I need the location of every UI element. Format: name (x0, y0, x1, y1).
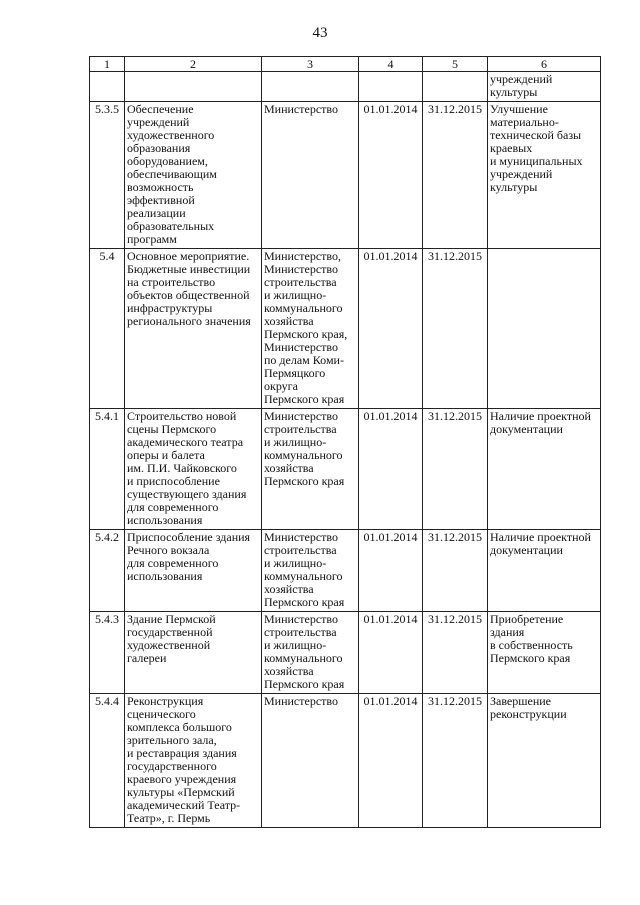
activity-name-cell (125, 72, 262, 102)
activity-name-cell: Приспособление здания Речного вокзала для современного использования (125, 530, 262, 612)
executor-cell: Министерство (262, 694, 359, 828)
end-date-cell: 31.12.2015 (423, 409, 488, 530)
table-row (90, 612, 601, 694)
table-row (90, 72, 601, 102)
result-cell: Завершение реконструкции (488, 694, 601, 828)
row-number-cell: 5.4.1 (90, 409, 125, 530)
end-date-cell: 31.12.2015 (423, 530, 488, 612)
row-number-cell (90, 72, 125, 102)
executor-cell (262, 72, 359, 102)
column-header-1: 1 (90, 57, 125, 72)
page-number: 43 (312, 25, 328, 41)
start-date-cell: 01.01.2014 (359, 102, 423, 249)
result-cell: Наличие проектной документации (488, 409, 601, 530)
end-date-cell: 31.12.2015 (423, 249, 488, 409)
executor-cell: Министерство строительства и жилищно- коммунального хозяйства Пермского края (262, 530, 359, 612)
row-number-cell: 5.4.3 (90, 612, 125, 694)
activity-name-cell: Реконструкция сценического комплекса большого зрительного зала, и реставрация здания государственного краевого учреждения культуры «Пермский академический Театр- Театр», г. Пермь (125, 694, 262, 828)
row-number-cell: 5.4.4 (90, 694, 125, 828)
executor-cell: Министерство строительства и жилищно- коммунального хозяйства Пермского края (262, 612, 359, 694)
row-number-cell: 5.3.5 (90, 102, 125, 249)
table-row (90, 694, 601, 828)
row-number-cell: 5.4 (90, 249, 125, 409)
table-row (90, 409, 601, 530)
executor-cell: Министерство (262, 102, 359, 249)
table-row (90, 249, 601, 409)
activity-name-cell: Строительство новой сцены Пермского академического театра оперы и балета им. П.И. Чайковского и приспособление существующего здания для современного использования (125, 409, 262, 530)
end-date-cell (423, 72, 488, 102)
start-date-cell: 01.01.2014 (359, 409, 423, 530)
executor-cell: Министерство строительства и жилищно- коммунального хозяйства Пермского края (262, 409, 359, 530)
result-cell: Наличие проектной документации (488, 530, 601, 612)
result-cell: Улучшение материально- технической базы краевых и муниципальных учреждений культуры (488, 102, 601, 249)
table-row (90, 102, 601, 249)
start-date-cell: 01.01.2014 (359, 249, 423, 409)
column-header-2: 2 (125, 57, 262, 72)
activity-name-cell: Здание Пермской государственной художественной галереи (125, 612, 262, 694)
executor-cell: Министерство, Министерство строительства и жилищно- коммунального хозяйства Пермского края, Министерство по делам Коми- Пермяцкого округа Пермского края (262, 249, 359, 409)
result-cell: Приобретение здания в собственность Пермского края (488, 612, 601, 694)
end-date-cell: 31.12.2015 (423, 612, 488, 694)
start-date-cell: 01.01.2014 (359, 530, 423, 612)
table-row (90, 530, 601, 612)
start-date-cell (359, 72, 423, 102)
start-date-cell: 01.01.2014 (359, 694, 423, 828)
column-header-3: 3 (262, 57, 359, 72)
end-date-cell: 31.12.2015 (423, 694, 488, 828)
start-date-cell: 01.01.2014 (359, 612, 423, 694)
row-number-cell: 5.4.2 (90, 530, 125, 612)
header-row (90, 57, 601, 72)
activity-name-cell: Основное мероприятие. Бюджетные инвестиции на строительство объектов общественной инфраструктуры регионального значения (125, 249, 262, 409)
activity-name-cell: Обеспечение учреждений художественного образования оборудованием, обеспечивающим возможность эффективной реализации образовательных программ (125, 102, 262, 249)
column-header-4: 4 (359, 57, 423, 72)
column-header-6: 6 (488, 57, 601, 72)
result-cell: учреждений культуры (488, 72, 601, 102)
column-header-5: 5 (423, 57, 488, 72)
end-date-cell: 31.12.2015 (423, 102, 488, 249)
result-cell (488, 249, 601, 409)
program-table (89, 56, 601, 828)
